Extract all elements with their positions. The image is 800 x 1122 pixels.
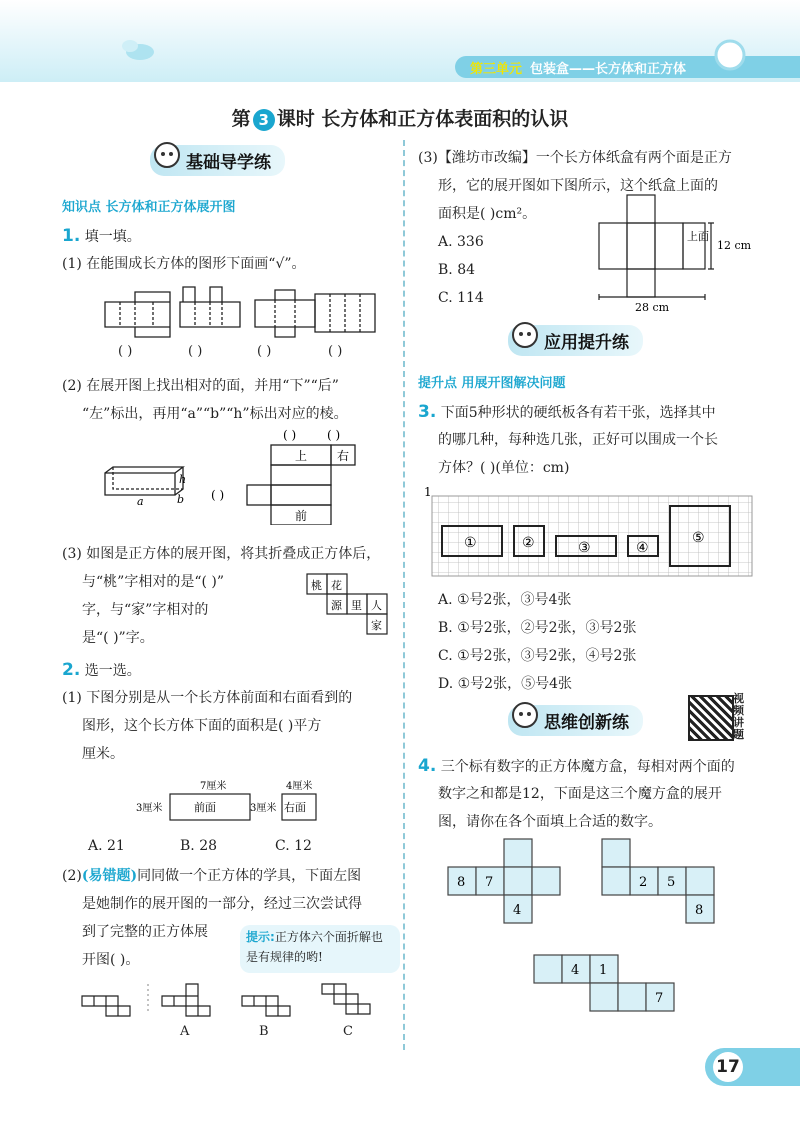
q4-nets-figure [440,835,770,1025]
q3pre-choice-c[interactable]: C. 114 [438,290,484,306]
q4-line-b: 数字之和都是12，下面是这三个魔方盒的展开 [438,786,722,802]
q1-blank-2[interactable]: ( ) [188,344,203,359]
front-label: 前面 [194,801,216,814]
front-width: 7厘米 [200,781,227,792]
q3-line-a: 3. 下面5种形状的硬纸板各有若干张，选择其中 [418,402,716,422]
q3pre-a: (3)【潍坊市改编】一个长方体纸盒有两个面是正方 [418,150,732,166]
sun-icon [700,30,760,80]
q3-choice-a[interactable]: A. ①号2张，③号4张 [438,592,572,608]
q1-heading: 1. 填一填。 [62,226,141,246]
grid-scale: 1 [424,485,432,499]
box-h-label: h [179,473,187,486]
cube-char-net [305,572,395,637]
q2-part1a: (1) 下图分别是从一个长方体前面和右面看到的 [62,690,353,706]
q2-net-options [78,980,378,1020]
q3pre-b: 形，它的展开图如下图所示，这个纸盒上面的 [438,178,718,194]
char-jia: 家 [371,619,382,632]
q2-heading: 2. 选一选。 [62,660,141,680]
q2-choice-a[interactable]: A. 21 [88,838,125,854]
net-blank-3[interactable]: ( ) [211,488,225,502]
opt-a-label[interactable]: A [180,1024,190,1039]
butterfly-icon [110,30,170,70]
q3-choice-c[interactable]: C. ①号2张，③号2张，④号2张 [438,648,637,664]
char-li: 里 [351,599,362,612]
net3-b[interactable]: 1 [599,963,608,978]
fig-height: 12 cm [717,239,752,252]
net1-a[interactable]: 8 [457,875,466,890]
q3-choice-d[interactable]: D. ①号2张，⑤号4张 [438,676,572,692]
net2-c[interactable]: 8 [695,903,704,918]
q2-part1c: 厘米。 [82,746,124,762]
q4-line-c: 图，请你在各个面填上合适的数字。 [438,814,662,830]
shape-4: ④ [636,540,649,556]
net-blank-1[interactable]: ( ) [283,428,297,442]
net1-c[interactable]: 4 [513,903,522,918]
mascot-icon [508,319,542,355]
net-top: 上 [295,449,308,463]
mascot-icon [150,139,184,175]
q1-blank-3[interactable]: ( ) [257,344,272,359]
improve-point: 提升点 用展开图解决问题 [418,376,566,391]
q3-line-c: 方体？( )(单位：cm) [438,460,570,476]
section-basic: 基础导学练 [150,145,285,176]
net1-b[interactable]: 7 [485,875,494,890]
knowledge-point: 知识点 长方体和正方体展开图 [62,200,236,215]
opt-c-label[interactable]: C [343,1024,353,1039]
q3-grid-figure [418,482,758,582]
q1-part2b: “左”标出，再用“a”“b”“h”标出对应的棱。 [82,406,348,422]
q3pre-c: 面积是( )cm²。 [438,206,537,222]
net3-c[interactable]: 7 [655,991,664,1006]
q1-blank-1[interactable]: ( ) [118,344,133,359]
net2-b[interactable]: 5 [667,875,676,890]
q2-views-figure [130,778,370,828]
q1-part3d: 是“( )”字。 [82,630,154,646]
q2-part1b: 图形，这个长方体下面的面积是( )平方 [82,718,322,734]
q2-part2d: 开图( )。 [82,952,140,968]
section-apply: 应用提升练 [508,325,643,356]
q1-part1: (1) 在能围成长方体的图形下面画“√”。 [62,256,306,272]
right-width: 4厘米 [286,781,313,792]
q1-part3b: 与“桃”字相对的是“( )” [82,574,225,590]
char-ren: 人 [371,599,382,612]
qr-label: 视频讲题 [733,692,744,741]
q4-line-a: 4. 三个标有数字的正方体魔方盒，每相对两个面的 [418,756,735,776]
q1-box-and-net [95,425,395,525]
box-a-label: a [137,495,144,508]
qr-code[interactable] [688,695,734,741]
q3pre-choice-a[interactable]: A. 336 [438,234,484,250]
net-blank-2[interactable]: ( ) [327,428,341,442]
lesson-title: 第 3 课时 长方体和正方体表面积的认识 [231,108,569,130]
page-number: 17 [713,1052,743,1082]
char-hua: 花 [331,579,342,592]
section-think: 思维创新练 [508,705,643,736]
q2-choice-b[interactable]: B. 28 [180,838,218,854]
char-tao: 桃 [311,579,322,592]
front-height: 3厘米 [136,803,163,814]
net-front: 前 [295,509,308,523]
fig-width: 28 cm [635,301,670,314]
box-b-label: b [177,493,185,506]
shape-3: ③ [578,540,591,556]
char-yuan: 源 [331,599,342,612]
q1-part2a: (2) 在展开图上找出相对的面，并用“下”“后” [62,378,339,394]
q3-choice-b[interactable]: B. ①号2张，②号2张，③号2张 [438,620,637,636]
shape-1: ① [464,535,477,551]
q1-nets-figure [95,282,395,357]
net2-a[interactable]: 2 [639,875,648,890]
q2-part2a: (2)(易错题)同同做一个正方体的学具，下面左图 [62,868,362,884]
unit-label: 第三单元 包装盒——长方体和正方体 [470,62,687,77]
q3-line-b: 的哪几种，每种选几张，正好可以围成一个长 [438,432,718,448]
hint-box: 提示:正方体六个面折解也是有规律的哟! [240,925,400,973]
q1-blank-4[interactable]: ( ) [328,344,343,359]
q3pre-choice-b[interactable]: B. 84 [438,262,476,278]
opt-b-label[interactable]: B [259,1024,269,1039]
right-label: 右面 [284,801,306,814]
q2-part2c: 到了完整的正方体展 [82,924,208,940]
column-divider [403,140,405,1050]
net-right: 右 [337,449,350,463]
net3-a[interactable]: 4 [571,963,580,978]
mascot-icon [508,699,542,735]
box-net-figure [595,185,775,315]
q1-part3a: (3) 如图是正方体的展开图，将其折叠成正方体后， [62,546,381,562]
shape-2: ② [522,535,535,551]
q1-part3c: 字，与“家”字相对的 [82,602,209,618]
q2-choice-c[interactable]: C. 12 [275,838,312,854]
right-height: 3厘米 [250,803,277,814]
q2-part2b: 是她制作的展开图的一部分，经过三次尝试得 [82,896,362,912]
shape-5: ⑤ [692,530,705,546]
fig-top-label: 上面 [687,230,709,243]
